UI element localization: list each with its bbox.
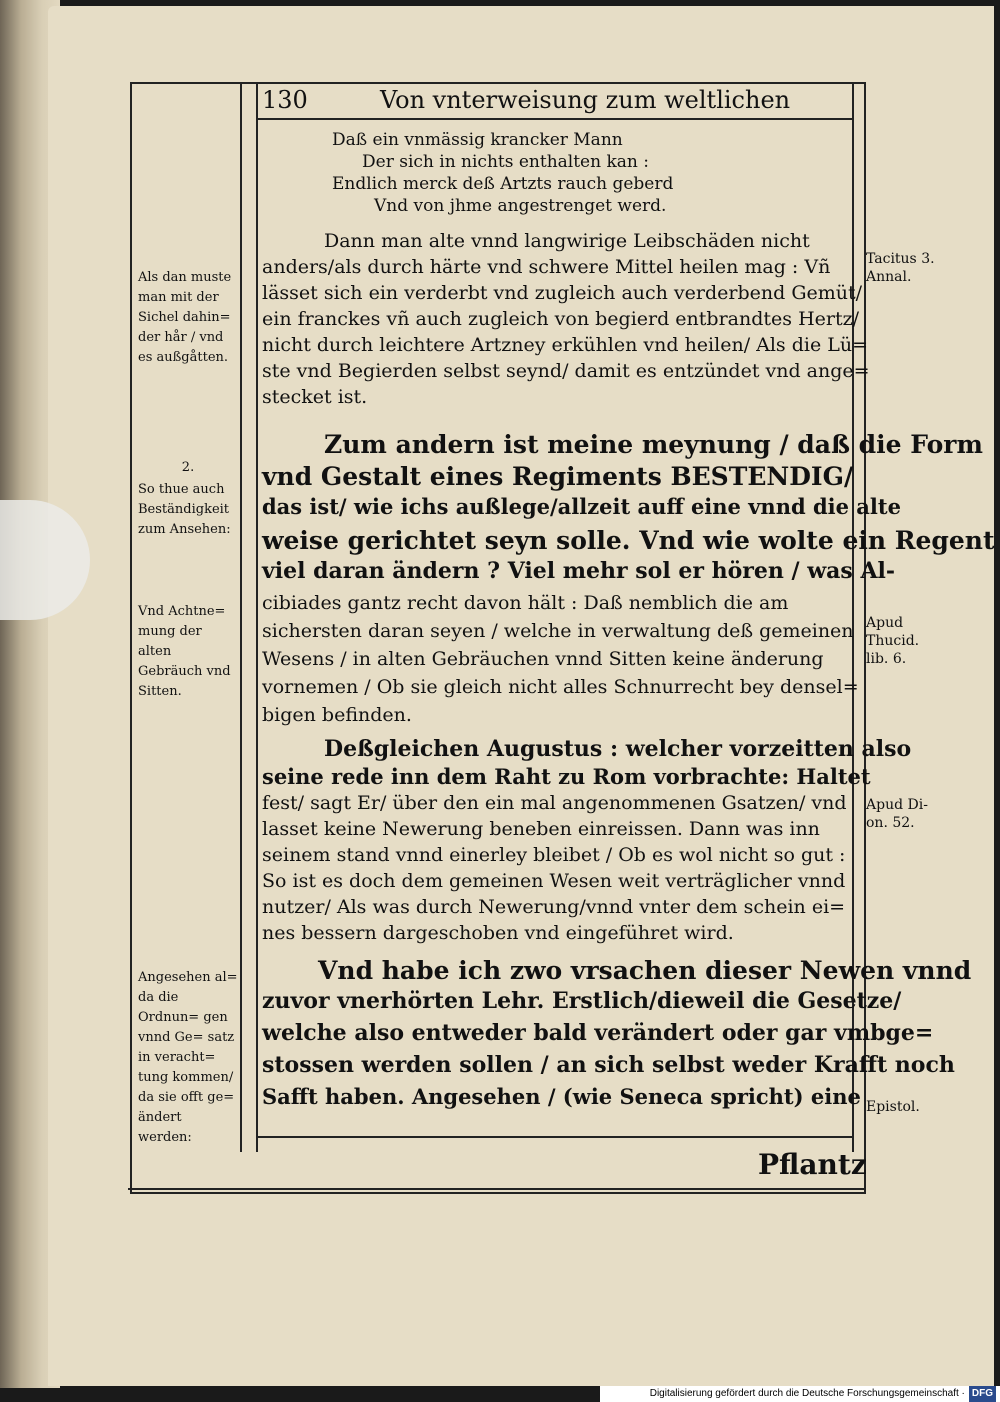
text-line: welche also entweder bald verändert oder gar vmbge=	[262, 1020, 934, 1046]
rule-left-margin	[240, 82, 242, 1152]
paragraph-1	[262, 230, 870, 410]
text-line: Zum andern ist meine meynung / daß die Form	[324, 430, 983, 459]
text-line: Dann man alte vnnd langwirige Leibschäden nicht	[324, 230, 810, 252]
rule-header	[256, 118, 854, 120]
text-line: stossen werden sollen / an sich selbst weder Krafft noch	[262, 1052, 955, 1078]
verse-line: Endlich merck deß Artzts rauch geberd	[332, 174, 674, 194]
text-line: cibiades gantz recht davon hält : Daß nemblich die am	[262, 592, 789, 614]
margin-reference-right: Apud Thucid. lib. 6.	[866, 615, 920, 667]
rule-text-left	[256, 82, 258, 1152]
running-head: Von vnterweisung zum weltlichen	[380, 86, 791, 114]
text-line: weise gerichtet seyn solle. Vnd wie wolte ein Regent	[262, 526, 995, 555]
text-line: stecket ist.	[262, 386, 368, 408]
margin-note-left: Angesehen al= da die Ordnun= gen vnnd Ge= satz in veracht= tung kommen/ da sie offt ge= ändert werden:	[138, 970, 238, 1145]
text-line: lasset keine Newerung beneben einreissen. Dann was inn	[262, 818, 820, 840]
catchword: Pflantz	[758, 1148, 867, 1181]
text-line: anders/als durch härte vnd schwere Mittel heilen mag : Vñ	[262, 256, 831, 278]
text-line: seine rede inn dem Raht zu Rom vorbrachte: Haltet	[262, 764, 871, 789]
verse-line: Vnd von jhme angestrenget werd.	[374, 196, 667, 216]
margin-note-left: So thue auch Beständigkeit zum Ansehen:	[138, 482, 231, 537]
text-line: fest/ sagt Er/ über den ein mal angenommenen Gsatzen/ vnd	[262, 792, 847, 814]
footer-text: Digitalisierung gefördert durch die Deutsche Forschungsgemeinschaft ·	[649, 1388, 965, 1399]
text-line: seinem stand vnnd einerley bleibet / Ob es wol nicht so gut :	[262, 844, 846, 866]
rule-frame-bottom	[128, 1188, 864, 1190]
text-line: sichersten daran seyen / welche in verwaltung deß gemeinen	[262, 620, 854, 642]
verse-line: Der sich in nichts enthalten kan :	[362, 152, 649, 172]
text-line: nicht durch leichtere Artzney erkühlen vnd heilen/ Als die Lü=	[262, 334, 869, 356]
text-line: Wesens / in alten Gebräuchen vnnd Sitten keine änderung	[262, 648, 824, 670]
margin-note-left: Vnd Achtne= mung der alten Gebräuch vnd Sitten.	[138, 604, 231, 699]
verse-block	[262, 130, 850, 222]
page-number: 130	[262, 86, 308, 114]
text-line: So ist es doch dem gemeinen Wesen weit verträglicher vnnd	[262, 870, 846, 892]
text-line: lässet sich ein verderbt vnd zugleich auch verderbend Gemüt/	[262, 282, 863, 304]
text-line: vnd Gestalt eines Regiments BESTENDIG/	[262, 462, 854, 491]
verse-line: Daß ein vnmässig krancker Mann	[332, 130, 623, 150]
digitization-footer	[600, 1386, 1000, 1402]
text-line: Vnd habe ich zwo vrsachen dieser Newen vnnd	[318, 956, 972, 985]
dfg-logo: DFG	[969, 1386, 996, 1402]
text-line: viel daran ändern ? Viel mehr sol er hören / was Al-	[262, 558, 896, 584]
text-line: Safft haben. Angesehen / (wie Seneca spricht) eine	[262, 1084, 861, 1109]
text-line: nes bessern dargeschoben vnd eingeführet wird.	[262, 922, 734, 944]
text-line: das ist/ wie ichs außlege/allzeit auff eine vnnd die alte	[262, 494, 901, 519]
margin-note-number: 2.	[181, 460, 195, 475]
text-line: ein franckes vñ auch zugleich von begierd entbrandtes Hertz/	[262, 308, 860, 330]
text-line: nutzer/ Als was durch Newerung/vnnd vnter dem schein ei=	[262, 896, 846, 918]
rule-text-bottom	[256, 1136, 854, 1138]
margin-note-left: Als dan muste man mit der Sichel dahin= der hår / vnd es außgåtten.	[138, 270, 232, 365]
margin-reference-right: Epistol.	[866, 1099, 920, 1115]
text-line: bigen befinden.	[262, 704, 412, 726]
text-line: zuvor vnerhörten Lehr. Erstlich/dieweil die Gesetze/	[262, 988, 902, 1014]
text-line: Deßgleichen Augustus : welcher vorzeitten also	[324, 736, 912, 762]
text-line: vornemen / Ob sie gleich nicht alles Schnurrecht bey densel=	[262, 676, 859, 698]
margin-reference-right: Tacitus 3. Annal.	[866, 251, 935, 285]
text-line: ste vnd Begierden selbst seynd/ damit es entzündet vnd ange=	[262, 360, 870, 382]
margin-reference-right: Apud Di- on. 52.	[866, 797, 928, 831]
